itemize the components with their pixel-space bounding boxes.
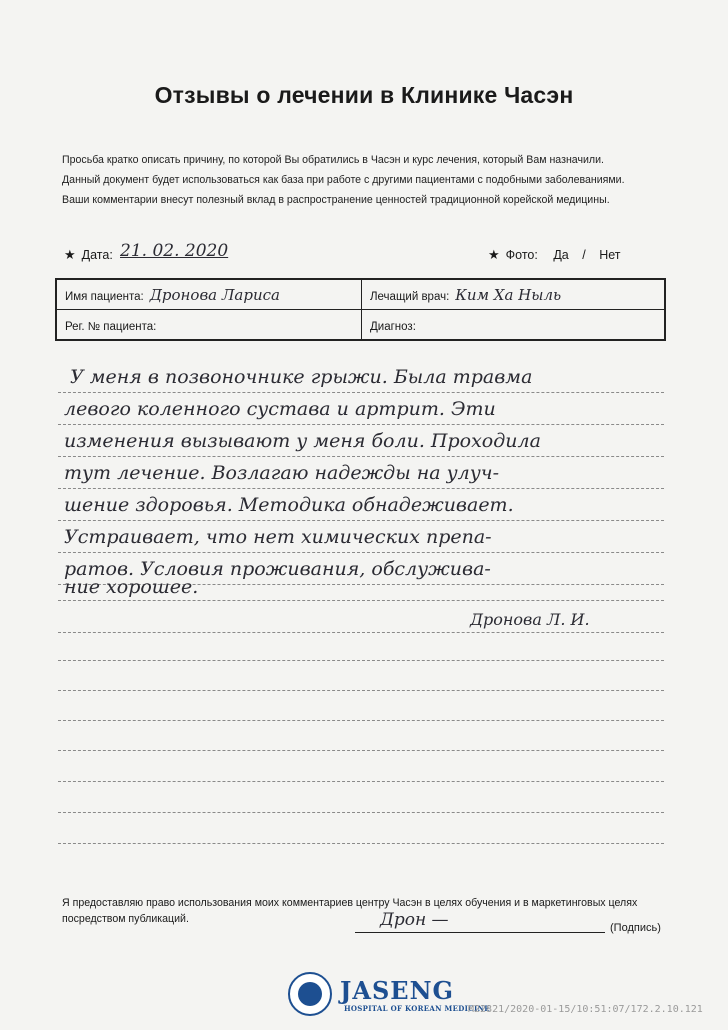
intro-line-2: Данный документ будет использоваться как база при работе с другими пациентами с подобными заболеваниями. [62,174,625,186]
ruled-line [58,392,664,393]
doctor-value: Ким Ха Ныль [455,285,562,304]
ruled-line [58,632,664,633]
comment-signature: Дронова Л. И. [470,610,590,629]
comment-line-6: Устраивает, что нет химических препа- [64,526,492,548]
ruled-line [58,520,664,521]
doctor-cell [362,279,666,310]
comment-line-2: левого коленного сустава и артрит. Эти [64,398,496,420]
ruled-line [58,488,664,489]
date-value: 21. 02. 2020 [120,241,229,261]
star-icon: ★ [488,247,500,262]
comment-line-8: ние хорошее. [64,576,199,598]
photo-yes: Да [553,248,569,262]
ruled-line [58,456,664,457]
signature-scribble: Дрон — [380,910,449,930]
signature-line [355,932,605,933]
star-icon: ★ [64,247,76,262]
patient-name-value: Дронова Лариса [149,285,280,304]
ruled-line [58,600,664,601]
ruled-line [58,781,664,782]
ruled-line [58,843,664,844]
logo-subtitle: HOSPITAL OF KOREAN MEDICINE [344,1004,490,1013]
comment-line-5: шение здоровья. Методика обнадеживает. [64,494,514,516]
comment-line-3: изменения вызывают у меня боли. Проходила [64,430,541,452]
patient-id-cell [56,310,362,341]
ruled-line [58,812,664,813]
diagnosis-label: Диагноз: [370,320,416,333]
diagnosis-cell [362,310,666,341]
ruled-line [58,750,664,751]
comment-line-7: ратов. Условия проживания, обслужива- [64,558,491,580]
jaseng-logo-icon [288,972,332,1016]
ruled-line [58,552,664,553]
patient-id-label: Рег. № пациента: [65,320,157,333]
consent-text: Я предоставляю право использования моих комментариев центру Часэн в целях обучения и в маркетинговых целях посредством публикаций. [62,897,638,925]
patient-info-table [55,278,666,341]
intro-line-1: Просьба кратко описать причину, по которой Вы обратились в Часэн и курс лечения, который Вам назначили. [62,154,604,166]
ruled-line [58,690,664,691]
photo-separator: / [582,248,586,262]
comment-line-1: У меня в позвоночнике грыжи. Была травма [70,366,533,388]
scan-stamp: M22821/2020-01-15/10:51:07/172.2.10.121 [468,1004,703,1015]
date-field [64,247,113,263]
patient-name-label: Имя пациента: [65,290,144,303]
date-label: Дата: [81,248,113,262]
photo-label: Фото: [505,248,538,262]
intro-line-3: Ваши комментарии внесут полезный вклад в распространение ценностей традиционной корейской медицины. [62,194,610,206]
ruled-line [58,720,664,721]
photo-no: Нет [599,248,621,262]
ruled-line [58,424,664,425]
logo-name: JASENG [340,976,455,1005]
ruled-line [58,660,664,661]
signature-label: (Подпись) [610,922,661,934]
photo-field [488,247,621,263]
page-title: Отзывы о лечении в Клинике Часэн [154,82,574,108]
comment-line-4: тут лечение. Возлагаю надежды на улуч- [64,462,500,484]
patient-name-cell [56,279,362,310]
doctor-label: Лечащий врач: [370,290,450,303]
